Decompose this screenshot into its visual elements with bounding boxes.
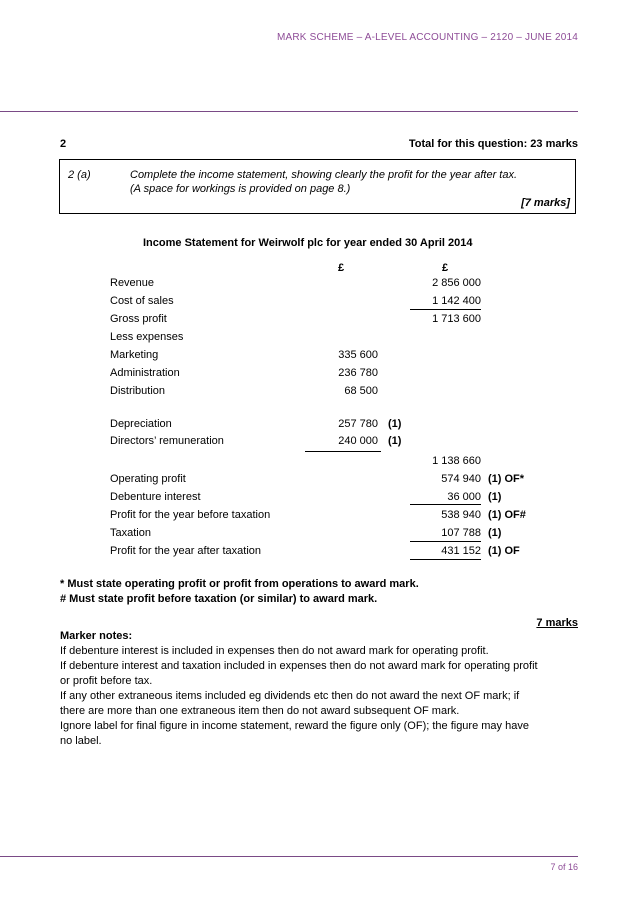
statement-row — [0, 295, 638, 312]
row-value-2: 2 856 000 — [432, 277, 481, 289]
row-value-2: 538 940 — [441, 509, 481, 521]
statement-row — [0, 473, 638, 490]
statement-row — [0, 385, 638, 402]
row-value-2: 574 940 — [441, 473, 481, 485]
row-label: Less expenses — [110, 331, 184, 343]
question-text-line2: (A space for workings is provided on page 8.) — [130, 183, 351, 195]
row-value-1: 240 000 — [338, 435, 378, 447]
statement-row — [0, 418, 638, 435]
marker-note-line: or profit before tax. — [60, 675, 153, 687]
underline — [410, 541, 481, 542]
marker-note-line: If any other extraneous items included eg dividends etc then do not award the next OF mark; if — [60, 690, 520, 702]
statement-row — [0, 545, 638, 562]
statement-row — [0, 367, 638, 384]
row-value-2: 1 713 600 — [432, 313, 481, 325]
row-label: Profit for the year after taxation — [110, 545, 262, 557]
statement-row — [0, 313, 638, 330]
row-label: Taxation — [110, 527, 151, 539]
marker-note-line: no label. — [60, 735, 102, 747]
row-value-2: 1 138 660 — [432, 455, 481, 467]
underline — [410, 559, 481, 560]
marker-note-line: If debenture interest is included in expenses then do not award mark for operating profit. — [60, 645, 489, 657]
column-header-2: £ — [442, 262, 449, 274]
statement-title: Income Statement for Weirwolf plc for year ended 30 April 2014 — [143, 237, 473, 249]
statement-row — [0, 331, 638, 348]
row-mark: (1) — [488, 527, 502, 539]
note-star: * Must state operating profit or profit from operations to award mark. — [60, 578, 419, 590]
marker-note-line: there are more than one extraneous item then do not award subsequent OF mark. — [60, 705, 460, 717]
statement-row — [0, 527, 638, 544]
row-label: Operating profit — [110, 473, 186, 485]
row-value-2: 1 142 400 — [432, 295, 481, 307]
header-rule — [0, 111, 578, 112]
note-hash: # Must state profit before taxation (or similar) to award mark. — [60, 593, 378, 605]
row-mark: (1) — [388, 435, 402, 447]
column-header-1: £ — [338, 262, 345, 274]
footer-rule — [0, 856, 578, 857]
row-label: Directors’ remuneration — [110, 435, 224, 447]
question-text-line1: Complete the income statement, showing clearly the profit for the year after tax. — [130, 169, 518, 181]
statement-row — [0, 509, 638, 526]
marker-notes-heading: Marker notes: — [60, 630, 133, 642]
underline — [410, 504, 481, 505]
row-label: Cost of sales — [110, 295, 174, 307]
row-label: Gross profit — [110, 313, 167, 325]
row-value-2: 431 152 — [441, 545, 481, 557]
statement-row — [0, 349, 638, 366]
row-value-1: 68 500 — [344, 385, 378, 397]
row-label: Administration — [110, 367, 180, 379]
statement-row — [0, 435, 638, 452]
page-number: 7 of 16 — [550, 862, 578, 872]
row-mark: (1) OF — [488, 545, 520, 557]
question-part-ref: 2 (a) — [68, 169, 91, 181]
statement-row — [0, 455, 638, 472]
statement-row — [0, 277, 638, 294]
question-number: 2 — [60, 138, 67, 150]
row-label: Profit for the year before taxation — [110, 509, 271, 521]
row-value-2: 36 000 — [447, 491, 481, 503]
row-mark: (1) OF* — [488, 473, 525, 485]
underline — [305, 451, 381, 452]
question-marks: [7 marks] — [521, 197, 570, 209]
row-value-1: 335 600 — [338, 349, 378, 361]
total-marks: 7 marks — [536, 617, 578, 629]
row-label: Distribution — [110, 385, 166, 397]
marker-note-line: If debenture interest and taxation included in expenses then do not award mark for operating profit — [60, 660, 538, 672]
statement-row — [0, 491, 638, 508]
underline — [410, 309, 481, 310]
row-label: Debenture interest — [110, 491, 201, 503]
question-box — [59, 159, 576, 214]
row-mark: (1) — [388, 418, 402, 430]
page-header: MARK SCHEME – A-LEVEL ACCOUNTING – 2120 – JUNE 2014 — [276, 32, 578, 43]
row-value-1: 257 780 — [338, 418, 378, 430]
row-label: Marketing — [110, 349, 159, 361]
row-value-2: 107 788 — [441, 527, 481, 539]
row-mark: (1) OF# — [488, 509, 526, 521]
row-mark: (1) — [488, 491, 502, 503]
row-label: Revenue — [110, 277, 155, 289]
marker-note-line: Ignore label for final figure in income statement, reward the figure only (OF); the figure may have — [60, 720, 529, 732]
question-total: Total for this question: 23 marks — [408, 138, 578, 150]
row-label: Depreciation — [110, 418, 172, 430]
row-value-1: 236 780 — [338, 367, 378, 379]
